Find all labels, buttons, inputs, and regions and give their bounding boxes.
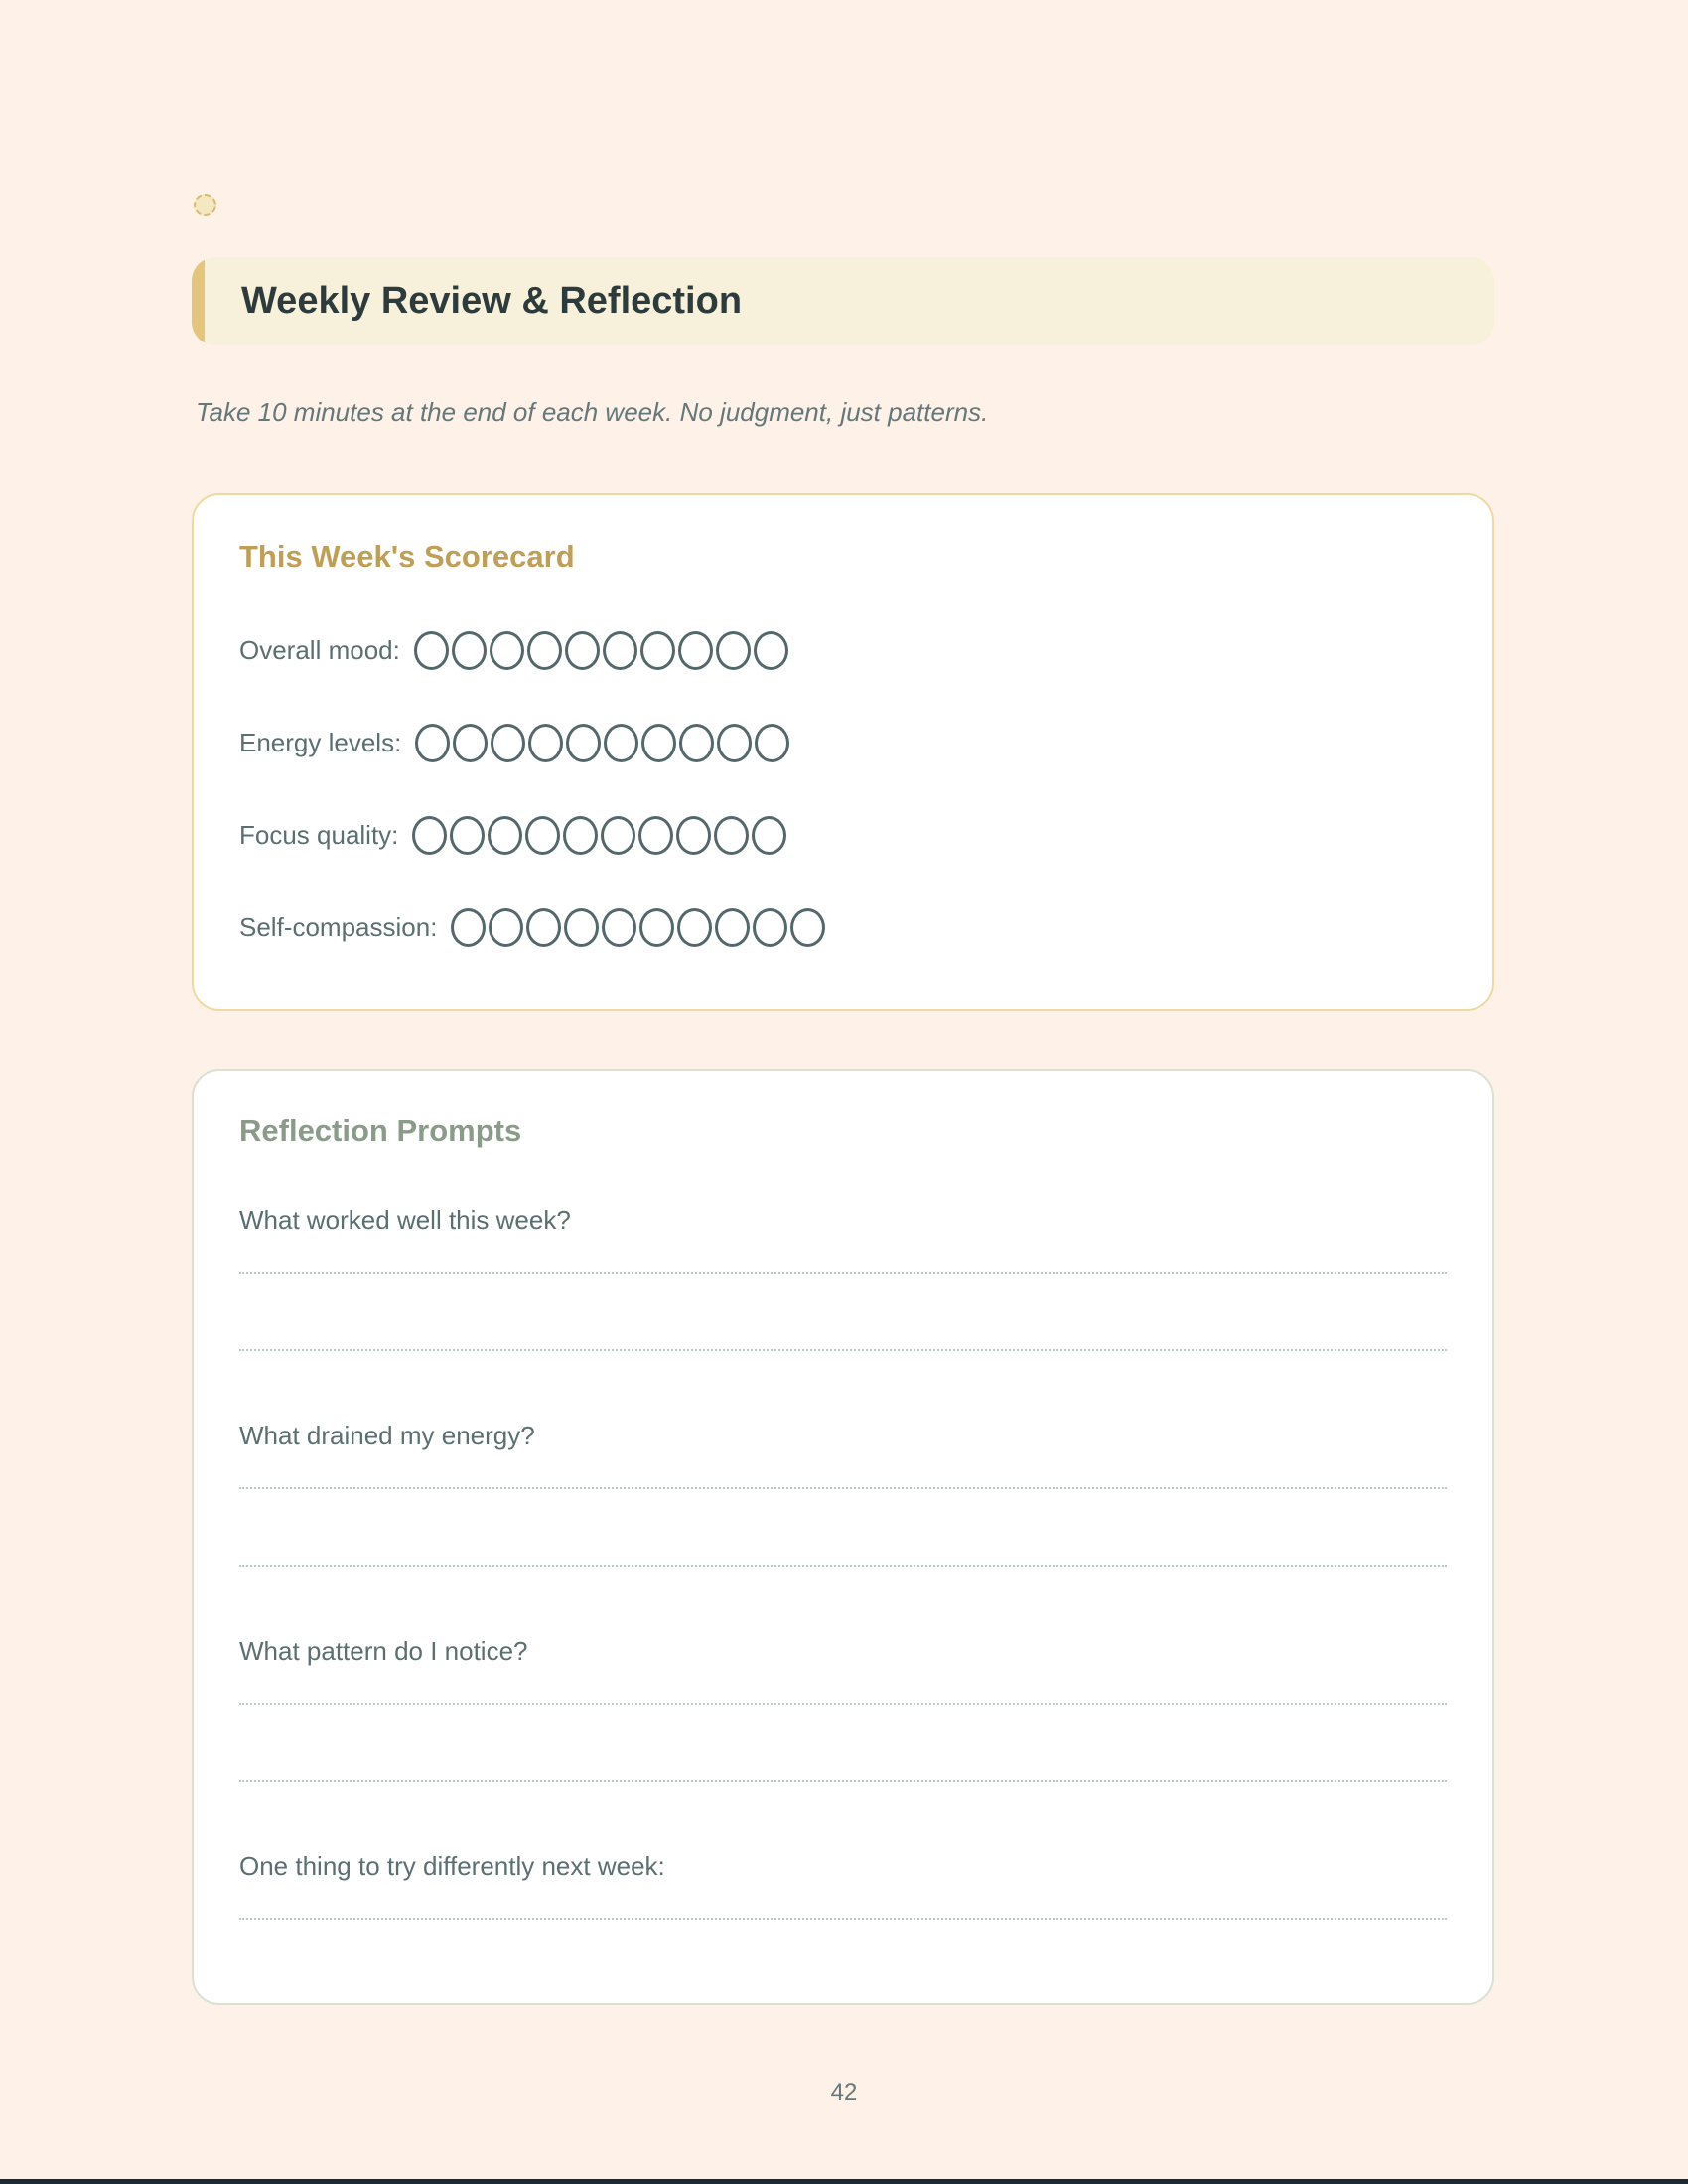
scorecard-card (192, 493, 1494, 1011)
rating-circle[interactable] (412, 816, 447, 855)
rating-circle[interactable] (716, 631, 751, 670)
rating-circle[interactable] (755, 724, 789, 762)
rating-circle[interactable] (639, 908, 674, 947)
rating-circle[interactable] (714, 816, 749, 855)
rating-circle[interactable] (754, 631, 788, 670)
rating-circle[interactable] (528, 724, 563, 762)
rating-circle[interactable] (602, 908, 636, 947)
reflection-card (192, 1069, 1494, 2005)
writing-line (239, 1918, 1447, 1920)
rating-circle[interactable] (717, 724, 752, 762)
rating-circle[interactable] (452, 631, 487, 670)
prompt-block (239, 1636, 1447, 1782)
rating-circle[interactable] (676, 816, 711, 855)
rating-circle[interactable] (753, 908, 787, 947)
rating-circles (415, 724, 792, 762)
rating-circle[interactable] (450, 816, 485, 855)
rating-circle[interactable] (564, 908, 599, 947)
rating-circle[interactable] (715, 908, 750, 947)
rating-circle[interactable] (601, 816, 635, 855)
rating-circle[interactable] (677, 908, 712, 947)
rating-circle[interactable] (638, 816, 673, 855)
rating-circle[interactable] (415, 724, 450, 762)
rating-circle[interactable] (491, 724, 525, 762)
writing-line (239, 1487, 1447, 1489)
rating-circle[interactable] (488, 816, 522, 855)
prompt-block (239, 1851, 1447, 1920)
score-row (239, 908, 1447, 947)
scorecard-rows (239, 631, 1447, 947)
rating-circle[interactable] (640, 631, 675, 670)
page-subtitle: Take 10 minutes at the end of each week. No judgment, just patterns. (196, 397, 989, 427)
rating-circle[interactable] (451, 908, 486, 947)
rating-circles (414, 631, 791, 670)
score-row-label: Overall mood: (239, 635, 400, 665)
prompt-label: One thing to try differently next week: (239, 1851, 665, 1881)
rating-circle[interactable] (414, 631, 449, 670)
writing-line (239, 1272, 1447, 1274)
rating-circle[interactable] (752, 816, 786, 855)
writing-line (239, 1780, 1447, 1782)
rating-circle[interactable] (641, 724, 676, 762)
prompt-label: What worked well this week? (239, 1205, 571, 1235)
rating-circle[interactable] (489, 908, 523, 947)
score-row-label: Self-compassion: (239, 912, 438, 942)
rating-circle[interactable] (604, 724, 638, 762)
rating-circle[interactable] (453, 724, 488, 762)
rating-circle[interactable] (566, 724, 601, 762)
prompt-label: What drained my energy? (239, 1421, 535, 1450)
bullet-dot-icon (194, 194, 216, 216)
rating-circle[interactable] (525, 816, 560, 855)
rating-circles (451, 908, 828, 947)
score-row-label: Energy levels: (239, 728, 402, 757)
rating-circle[interactable] (678, 631, 713, 670)
writing-line (239, 1349, 1447, 1351)
score-row (239, 724, 1447, 762)
page-header-banner (192, 257, 1494, 345)
scorecard-title: This Week's Scorecard (239, 539, 575, 574)
rating-circle[interactable] (563, 816, 598, 855)
page-number: 42 (830, 2079, 858, 2106)
prompt-block (239, 1421, 1447, 1567)
prompt-label: What pattern do I notice? (239, 1636, 528, 1666)
writing-line (239, 1703, 1447, 1705)
page-title: Weekly Review & Reflection (241, 280, 743, 322)
rating-circle[interactable] (490, 631, 524, 670)
score-row (239, 816, 1447, 855)
page-bottom-edge (0, 2179, 1688, 2184)
rating-circle[interactable] (603, 631, 637, 670)
reflection-title: Reflection Prompts (239, 1113, 522, 1148)
rating-circle[interactable] (527, 631, 562, 670)
score-row-label: Focus quality: (239, 820, 399, 850)
rating-circles (412, 816, 789, 855)
header-accent-bar (192, 257, 205, 345)
score-row (239, 631, 1447, 670)
rating-circle[interactable] (526, 908, 561, 947)
rating-circle[interactable] (679, 724, 714, 762)
prompt-block (239, 1205, 1447, 1351)
reflection-prompts (239, 1205, 1447, 1920)
rating-circle[interactable] (790, 908, 825, 947)
writing-line (239, 1565, 1447, 1567)
rating-circle[interactable] (565, 631, 600, 670)
